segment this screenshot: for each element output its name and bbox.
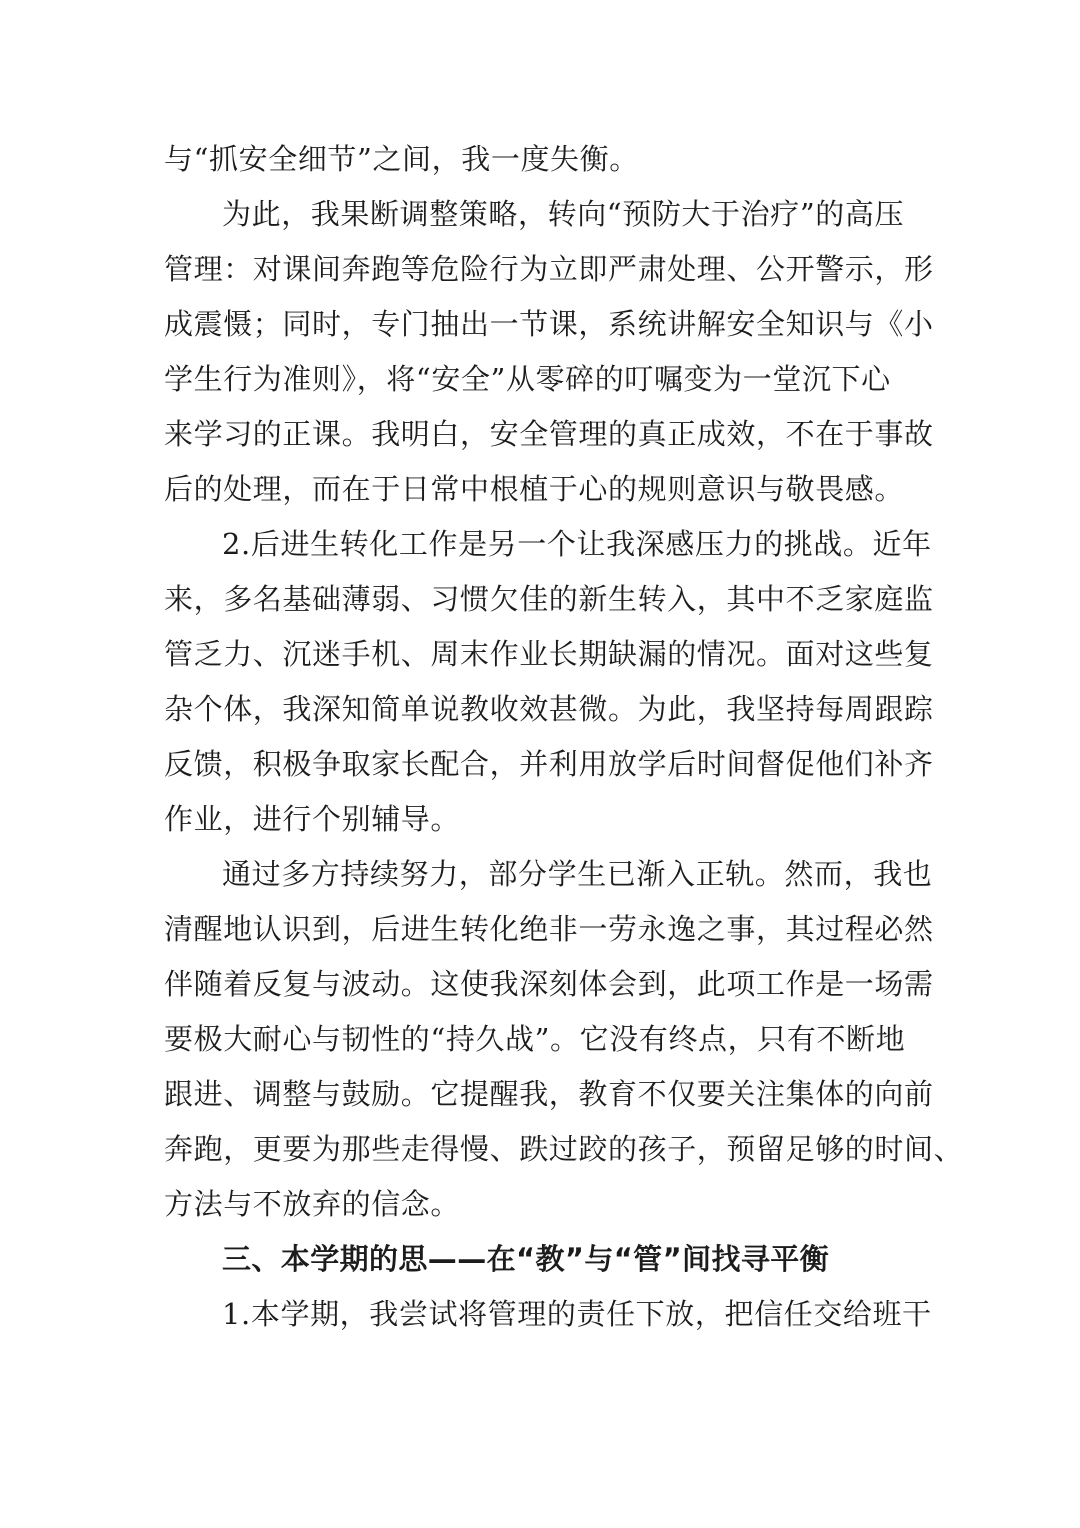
text-line: 管理：对课间奔跑等危险行为立即严肃处理、公开警示，形 — [164, 252, 934, 286]
text-line: 方法与不放弃的信念。 — [164, 1187, 461, 1221]
text-line: 奔跑，更要为那些走得慢、跌过跤的孩子，预留足够的时间、 — [164, 1132, 964, 1166]
text-line: 清醒地认识到，后进生转化绝非一劳永逸之事，其过程必然 — [164, 912, 934, 946]
text-line: 管乏力、沉迷手机、周末作业长期缺漏的情况。面对这些复 — [164, 637, 934, 671]
text-line: 杂个体，我深知简单说教收效甚微。为此，我坚持每周跟踪 — [164, 692, 934, 726]
paragraph-start-line: 为此，我果断调整策略，转向“预防大于治疗”的高压 — [222, 197, 905, 231]
text-line: 作业，进行个别辅导。 — [164, 802, 461, 836]
text-line: 成震慑；同时，专门抽出一节课，系统讲解安全知识与《小 — [164, 307, 934, 341]
text-line: 学生行为准则》，将“安全”从零碎的叮嘱变为一堂沉下心 — [164, 362, 891, 396]
text-line: 与“抓安全细节”之间，我一度失衡。 — [164, 142, 639, 176]
text-line: 后的处理，而在于日常中根植于心的规则意识与敬畏感。 — [164, 472, 905, 506]
paragraph-start-line: 通过多方持续努力，部分学生已渐入正轨。然而，我也 — [222, 857, 933, 891]
text-line: 伴随着反复与波动。这使我深刻体会到，此项工作是一场需 — [164, 967, 934, 1001]
text-line: 来，多名基础薄弱、习惯欠佳的新生转入，其中不乏家庭监 — [164, 582, 934, 616]
paragraph-start-line: 2.后进生转化工作是另一个让我深感压力的挑战。近年 — [222, 527, 932, 561]
text-line: 反馈，积极争取家长配合，并利用放学后时间督促他们补齐 — [164, 747, 934, 781]
text-line: 要极大耐心与韧性的“持久战”。它没有终点，只有不断地 — [164, 1022, 906, 1056]
paragraph-start-line: 1.本学期，我尝试将管理的责任下放，把信任交给班干 — [222, 1297, 932, 1331]
document-body — [164, 132, 964, 1342]
section-heading: 三、本学期的思——在“教”与“管”间找寻平衡 — [222, 1242, 830, 1276]
text-line: 来学习的正课。我明白，安全管理的真正成效，不在于事故 — [164, 417, 934, 451]
text-line: 跟进、调整与鼓励。它提醒我，教育不仅要关注集体的向前 — [164, 1077, 934, 1111]
